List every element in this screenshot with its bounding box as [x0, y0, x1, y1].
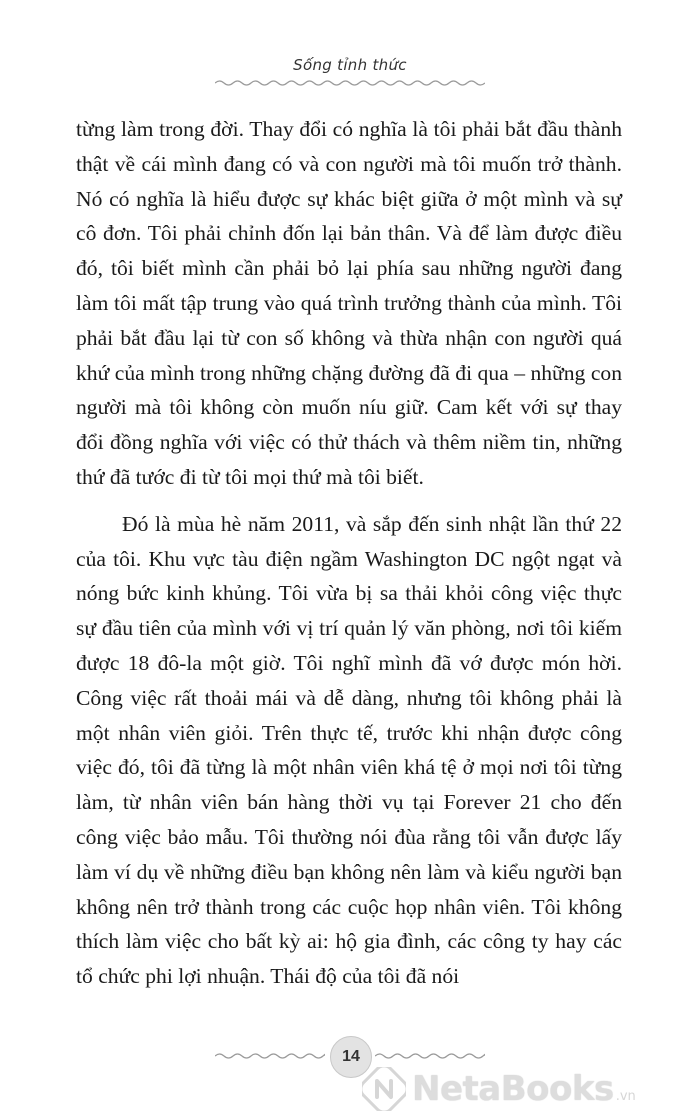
netabooks-n-logo-icon: [362, 1067, 406, 1111]
paragraph: từng làm trong đời. Thay đổi có nghĩa là tôi phải bắt đầu thành thật về cái mình đang có và con người mà tôi muốn trở thành. Nó có nghĩa là hiểu được sự khác biệt giữa ở một mình và sự cô đơn. Tôi phải chỉnh đốn lại bản thân. Và để làm được điều đó, tôi biết mình cần phải bỏ lại phía sau những người đang làm tôi mất tập trung vào quá trình trưởng thành của mình. Tôi phải bắt đầu lại từ con số không và thừa nhận con người quá khứ của mình trong những chặng đường đã đi qua – những con người mà tôi không còn muốn níu giữ. Cam kết với sự thay đổi đồng nghĩa với việc có thử thách và thêm niềm tin, những thứ đã tước đi từ tôi mọi thứ mà tôi biết.: [76, 117, 622, 489]
decorative-wave-divider: [375, 1051, 485, 1061]
decorative-wave-divider: [215, 1051, 325, 1061]
page-number: 14: [330, 1036, 372, 1078]
running-header: Sống tỉnh thức: [293, 56, 407, 74]
decorative-wave-divider: [215, 78, 485, 88]
body-text: [76, 112, 622, 994]
paragraph: Đó là mùa hè năm 2011, và sắp đến sinh nhật lần thứ 22 của tôi. Khu vực tàu điện ngầm Washington DC ngột ngạt và nóng bức kinh khủng. Tôi vừa bị sa thải khỏi công việc thực sự đầu tiên của mình với vị trí quản lý văn phòng, nơi tôi kiếm được 18 đô-la một giờ. Tôi nghĩ mình đã vớ được món hời. Công việc rất thoải mái và dễ dàng, nhưng tôi không phải là một nhân viên giỏi. Trên thực tế, trước khi nhận được công việc đó, tôi đã từng là một nhân viên khá tệ ở mọi nơi tôi từng làm, từ nhân viên bán hàng thời vụ tại Forever 21 cho đến công việc bảo mẫu. Tôi thường nói đùa rằng tôi vẫn được lấy làm ví dụ về những điều bạn không nên làm và kiểu người bạn không nên trở thành trong các cuộc họp nhân viên. Tôi không thích làm việc cho bất kỳ ai: hộ gia đình, các công ty hay các tổ chức phi lợi nhuận. Thái độ của tôi đã nói: [76, 511, 622, 989]
watermark-suffix: .vn: [615, 1088, 636, 1104]
watermark-text: NetaBooks: [412, 1069, 614, 1109]
watermark: [362, 1064, 636, 1114]
